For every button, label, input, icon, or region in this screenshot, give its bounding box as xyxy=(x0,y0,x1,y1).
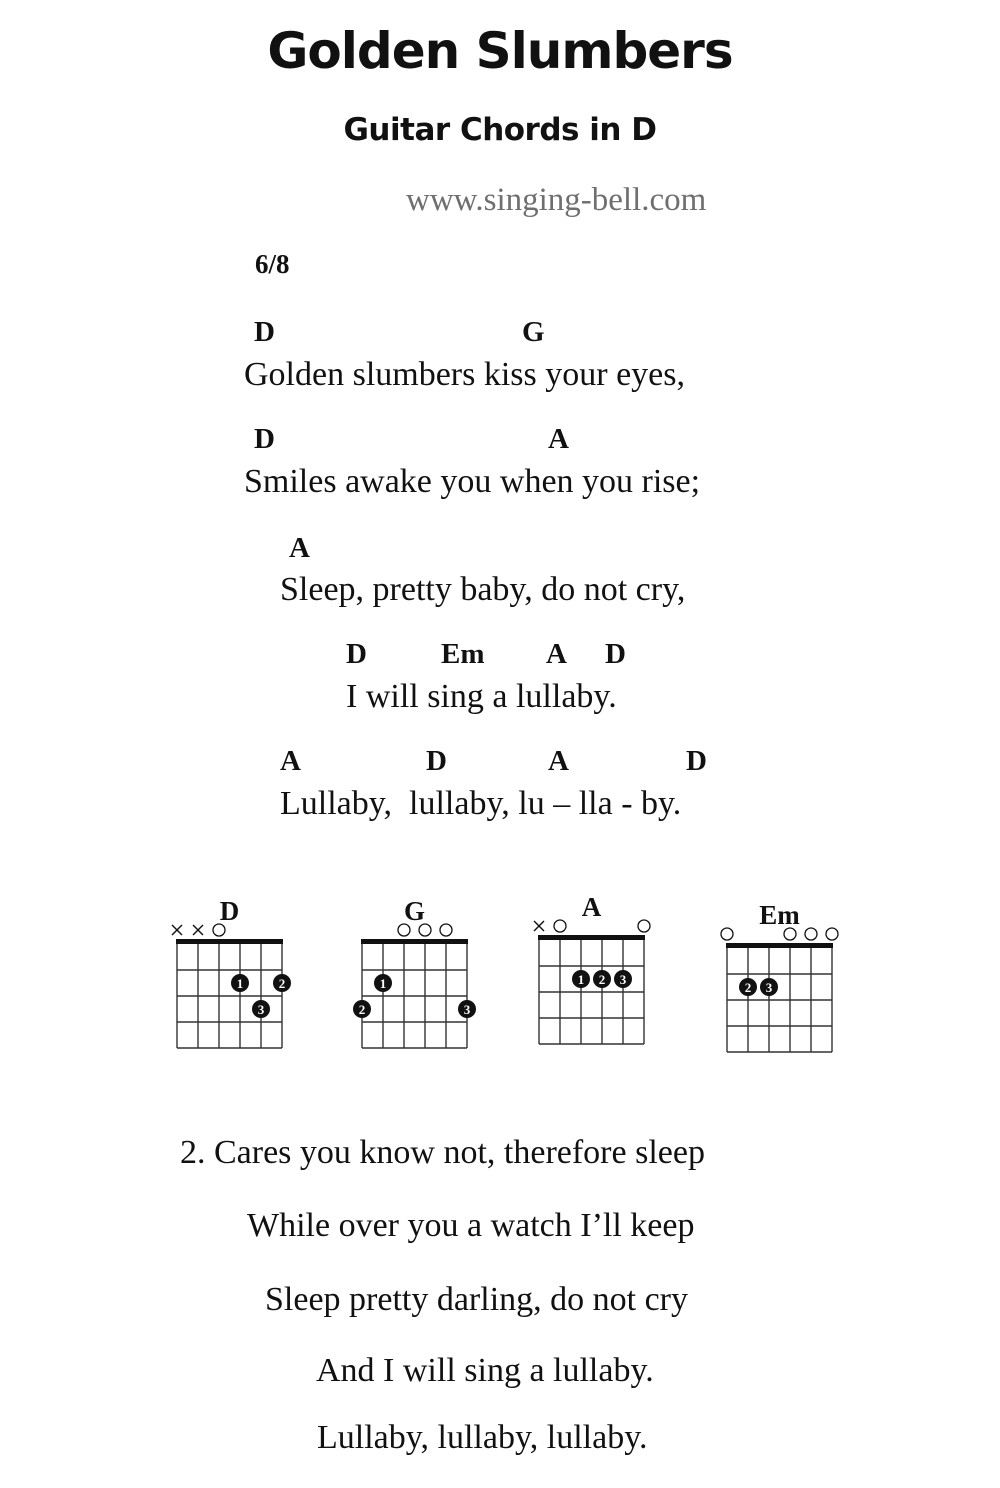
chord-diagram-name: A xyxy=(581,892,602,922)
chord-label: D xyxy=(686,745,707,777)
chord-label: D xyxy=(426,745,447,777)
chord-diagram-a xyxy=(534,892,650,1044)
chord-label: A xyxy=(546,638,567,670)
finger-number: 2 xyxy=(358,1002,366,1017)
chord-nut xyxy=(361,939,468,944)
lyric-line: Sleep, pretty baby, do not cry, xyxy=(280,571,686,608)
chord-label: A xyxy=(548,423,569,455)
open-string-marker xyxy=(554,920,566,932)
chord-diagram-g xyxy=(353,896,476,1048)
chord-diagrams xyxy=(0,880,1000,1080)
verse2-line: Sleep pretty darling, do not cry xyxy=(265,1281,689,1318)
chord-label: D xyxy=(346,638,367,670)
open-string-marker xyxy=(805,928,817,940)
chord-label: D xyxy=(254,423,275,455)
open-string-marker xyxy=(440,924,452,936)
lyric-line: Lullaby, lullaby, lu – lla - by. xyxy=(280,785,682,822)
finger-number: 2 xyxy=(278,976,286,991)
finger-number: 1 xyxy=(236,976,244,991)
finger-number: 2 xyxy=(598,972,606,987)
finger-number: 3 xyxy=(619,972,627,987)
finger-number: 2 xyxy=(744,980,752,995)
chord-diagram-d xyxy=(172,896,291,1048)
chord-diagram-name: D xyxy=(219,896,240,926)
verse2-line: And I will sing a lullaby. xyxy=(316,1352,654,1389)
chord-diagram-name: Em xyxy=(759,900,800,930)
chord-diagram-name: G xyxy=(403,896,426,926)
chord-label: D xyxy=(254,316,275,348)
song-title: Golden Slumbers xyxy=(267,22,733,80)
finger-number: 3 xyxy=(257,1002,265,1017)
open-string-marker xyxy=(826,928,838,940)
finger-number: 1 xyxy=(577,972,585,987)
chord-label: A xyxy=(280,745,301,777)
chord-label: A xyxy=(548,745,569,777)
chord-diagram-em xyxy=(721,900,838,1052)
verse2-line: 2. Cares you know not, therefore sleep xyxy=(180,1134,705,1171)
chord-nut xyxy=(538,935,645,940)
open-string-marker xyxy=(721,928,733,940)
finger-number: 3 xyxy=(765,980,773,995)
chord-nut xyxy=(176,939,283,944)
finger-number: 1 xyxy=(379,976,387,991)
chord-label: Em xyxy=(441,638,485,670)
website-link[interactable]: www.singing-bell.com xyxy=(406,182,707,218)
chord-label: G xyxy=(522,316,545,348)
time-signature: 6/8 xyxy=(255,249,290,279)
chord-label: A xyxy=(289,532,310,564)
song-subtitle: Guitar Chords in D xyxy=(343,112,657,148)
chord-label: D xyxy=(605,638,626,670)
lyric-line: Golden slumbers kiss your eyes, xyxy=(244,356,686,393)
open-string-marker xyxy=(638,920,650,932)
chord-nut xyxy=(726,943,833,948)
finger-number: 3 xyxy=(463,1002,471,1017)
verse2-line: Lullaby, lullaby, lullaby. xyxy=(317,1419,648,1456)
lyric-line: Smiles awake you when you rise; xyxy=(244,463,701,500)
lyric-line: I will sing a lullaby. xyxy=(346,678,617,715)
verse2-line: While over you a watch I’ll keep xyxy=(247,1207,695,1244)
